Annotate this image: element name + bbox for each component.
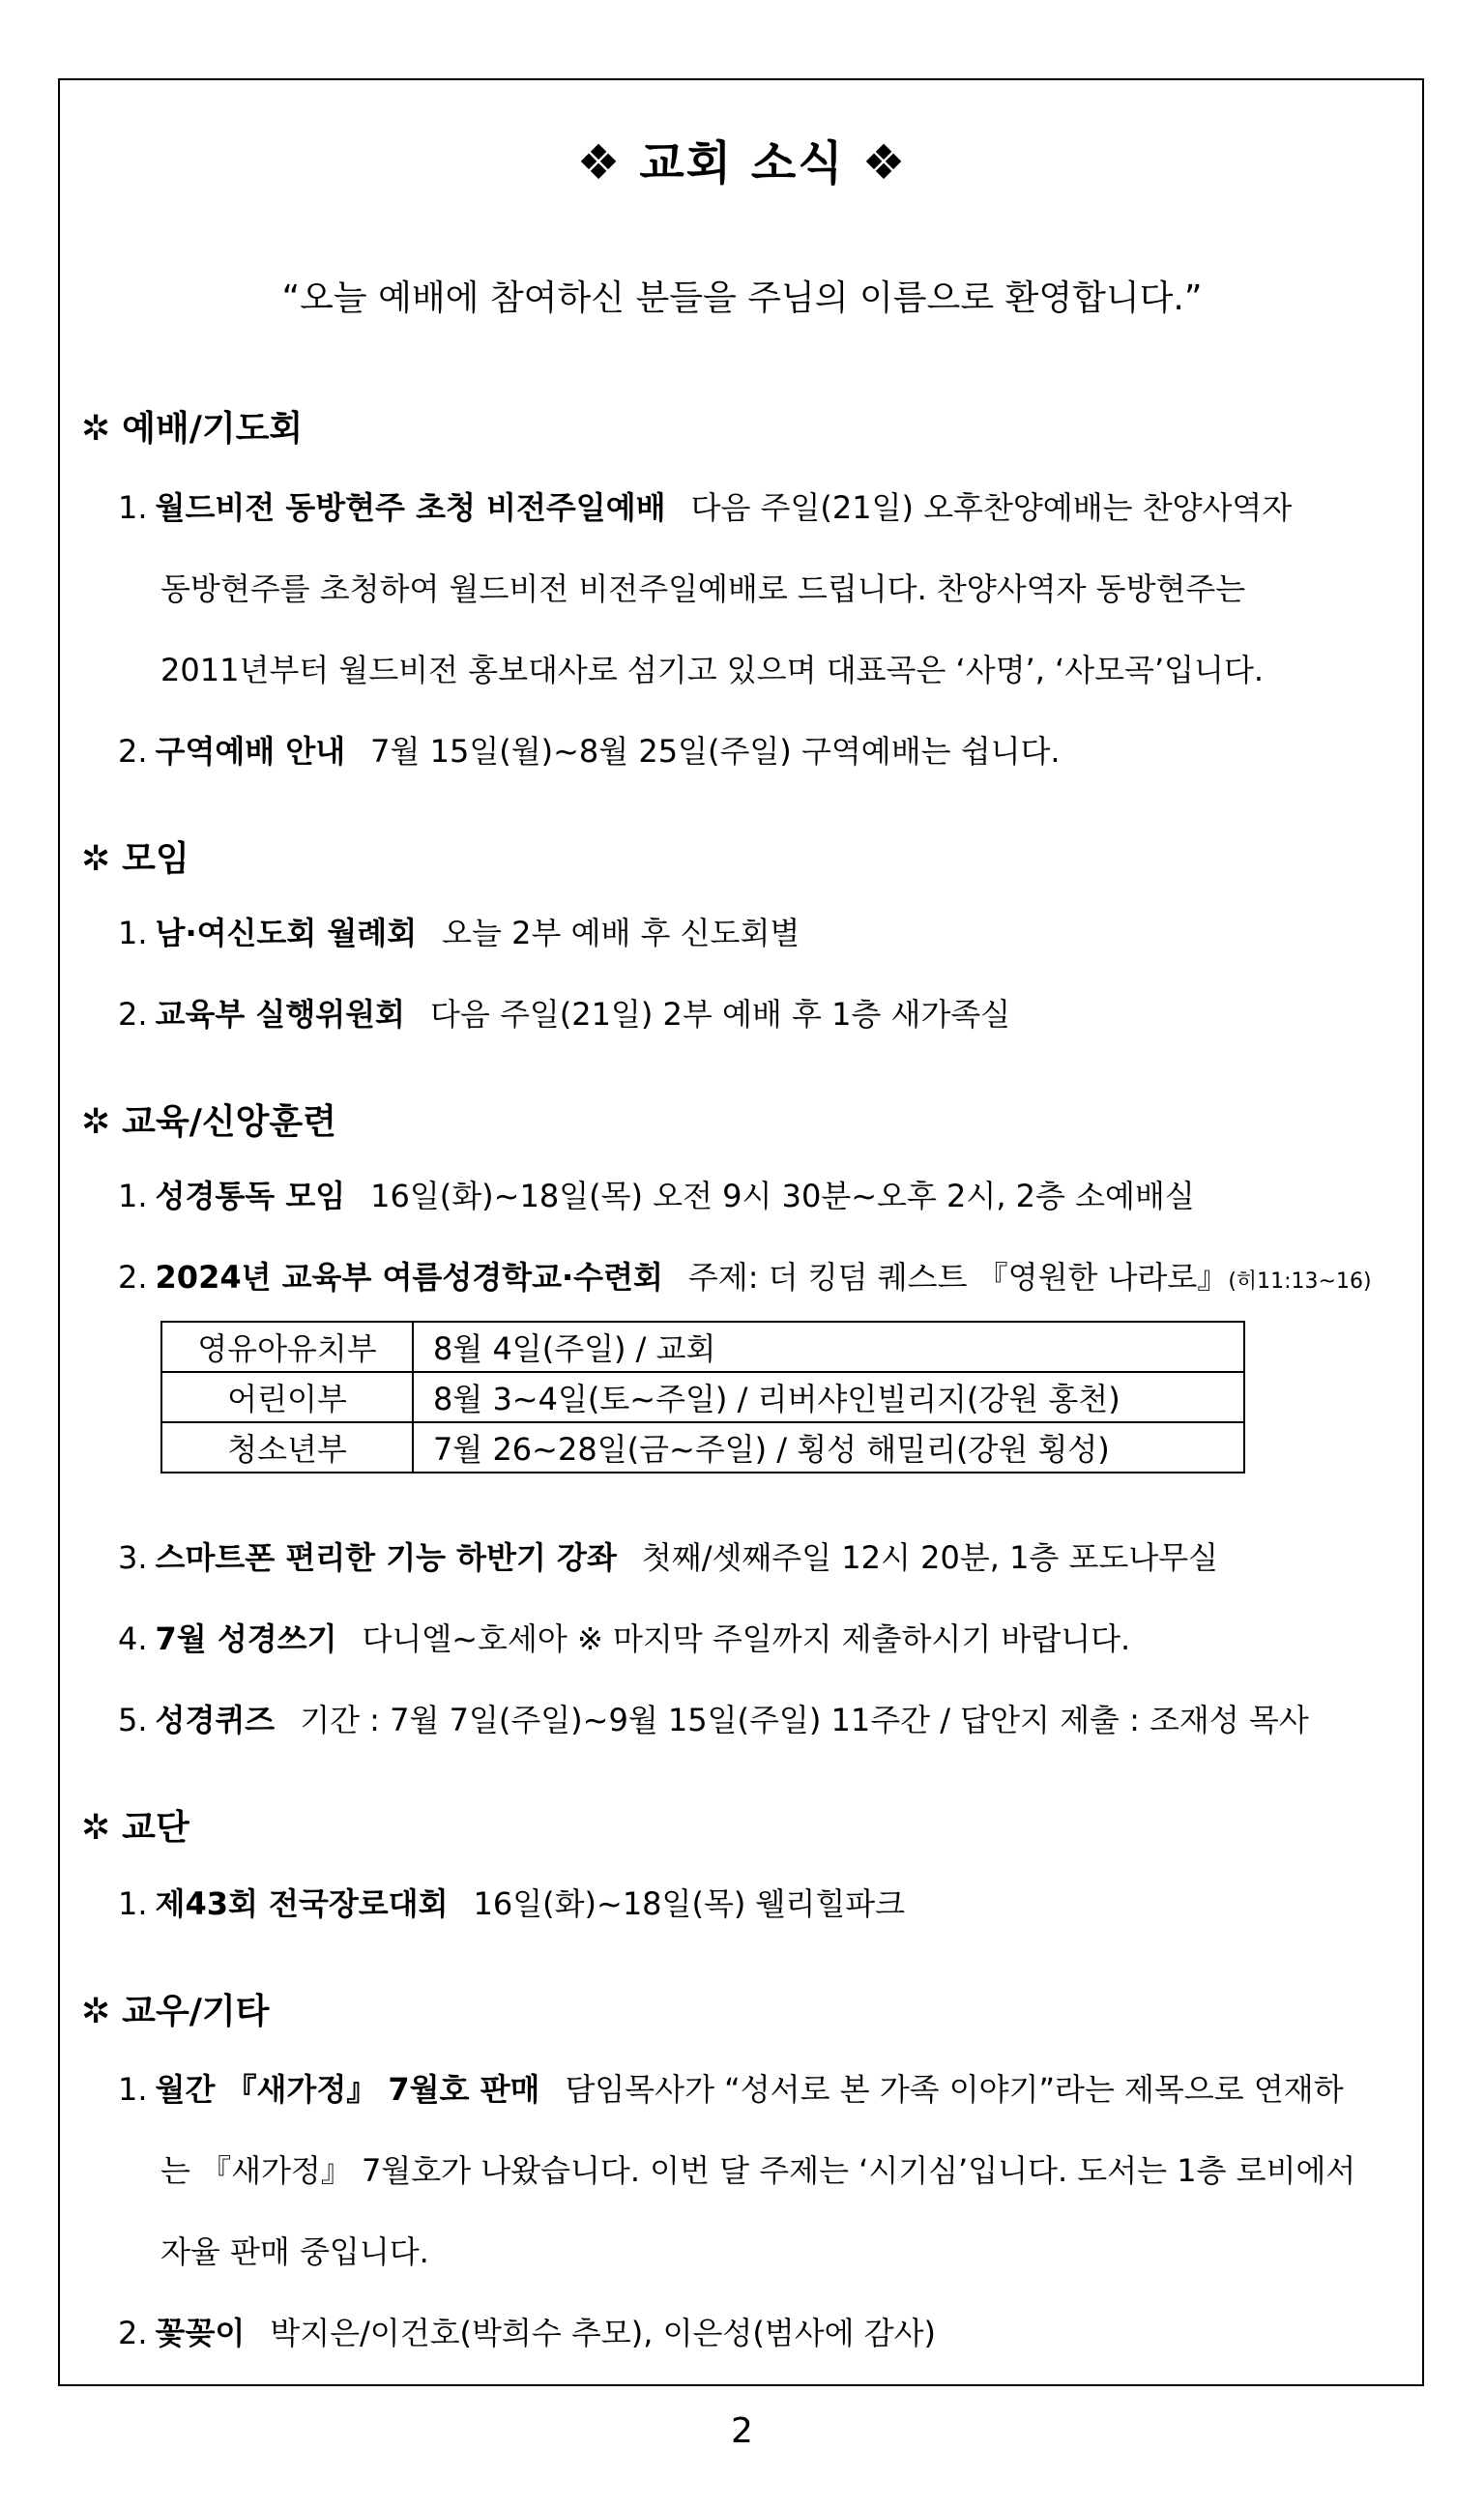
asterisk-icon: ✲ (81, 1992, 111, 2031)
list-item: 1. 남·여신도회 월례회 오늘 2부 예배 후 신도회별 (118, 915, 800, 951)
asterisk-icon: ✲ (81, 1808, 111, 1848)
table-cell-dept: 어린이부 (161, 1372, 413, 1422)
welcome-message: “오늘 예배에 참여하신 분들을 주님의 이름으로 환영합니다.” (281, 278, 1203, 318)
section-heading-denomination: ✲ 교단 (81, 1808, 189, 1848)
camp-schedule-table (160, 1321, 1245, 1473)
list-item-continuation: 는 『새가정』 7월호가 나왔습니다. 이번 달 주제는 ‘시기심’입니다. 도서는 1층 로비에서 (160, 2152, 1356, 2189)
asterisk-icon: ✲ (81, 839, 111, 879)
list-item: 1. 월간 『새가정』 7월호 판매 담임목사가 “성서로 본 가족 이야기”라는 제목으로 연재하 (118, 2071, 1344, 2108)
table-cell-dept: 영유아유치부 (161, 1322, 413, 1372)
list-item: 2. 꽃꽂이 박지은/이건호(박희수 추모), 이은성(범사에 감사) (118, 2315, 937, 2351)
table-cell-info: 8월 4일(주일) / 교회 (413, 1322, 1244, 1372)
table-row (161, 1322, 1244, 1372)
section-heading-members: ✲ 교우/기타 (81, 1992, 270, 2031)
diamond-left-icon: ❖ (576, 134, 623, 190)
section-heading-worship: ✲ 예배/기도회 (81, 409, 304, 449)
list-item: 1. 제43회 전국장로대회 16일(화)~18일(목) 웰리힐파크 (118, 1885, 906, 1922)
list-item: 1. 성경통독 모임 16일(화)~18일(목) 오전 9시 30분~오후 2시, 2층 소예배실 (118, 1178, 1195, 1214)
list-item: 1. 월드비전 동방현주 초청 비전주일예배 다음 주일(21일) 오후찬양예배는 찬양사역자 (118, 489, 1293, 526)
asterisk-icon: ✲ (81, 409, 111, 449)
list-item: 2. 교육부 실행위원회 다음 주일(21일) 2부 예배 후 1층 새가족실 (118, 996, 1011, 1033)
table-cell-dept: 청소년부 (161, 1422, 413, 1473)
diamond-right-icon: ❖ (861, 134, 908, 190)
list-item: 2. 구역예배 안내 7월 15일(월)~8월 25일(주일) 구역예배는 쉽니다. (118, 733, 1061, 770)
title-text: 교회 소식 (639, 136, 845, 190)
list-item: 4. 7월 성경쓰기 다니엘~호세아 ※ 마지막 주일까지 제출하시기 바랍니다. (118, 1620, 1131, 1657)
section-heading-meetings: ✲ 모임 (81, 839, 189, 879)
asterisk-icon: ✲ (81, 1102, 111, 1142)
list-item: 2. 2024년 교육부 여름성경학교·수련회 주제: 더 킹덤 퀘스트 『영원한 나라로』(히11:13~16) (118, 1259, 1372, 1296)
table-row (161, 1372, 1244, 1422)
section-heading-education: ✲ 교육/신앙훈련 (81, 1102, 336, 1142)
page-number: 2 (731, 2411, 753, 2451)
list-item-continuation: 2011년부터 월드비전 홍보대사로 섬기고 있으며 대표곡은 ‘사명’, ‘사모곡’입니다. (160, 652, 1265, 688)
table-cell-info: 7월 26~28일(금~주일) / 횡성 해밀리(강원 횡성) (413, 1422, 1244, 1473)
list-item: 3. 스마트폰 편리한 기능 하반기 강좌 첫째/셋째주일 12시 20분, 1층 포도나무실 (118, 1539, 1219, 1576)
list-item-continuation: 동방현주를 초청하여 월드비전 비전주일예배로 드립니다. 찬양사역자 동방현주는 (160, 570, 1246, 607)
page-title (0, 126, 1484, 192)
table-row (161, 1422, 1244, 1473)
list-item: 5. 성경퀴즈 기간 : 7월 7일(주일)~9월 15일(주일) 11주간 / 답안지 제출 : 조재성 목사 (118, 1702, 1309, 1738)
table-cell-info: 8월 3~4일(토~주일) / 리버샤인빌리지(강원 홍천) (413, 1372, 1244, 1422)
list-item-continuation: 자율 판매 중입니다. (160, 2233, 429, 2270)
